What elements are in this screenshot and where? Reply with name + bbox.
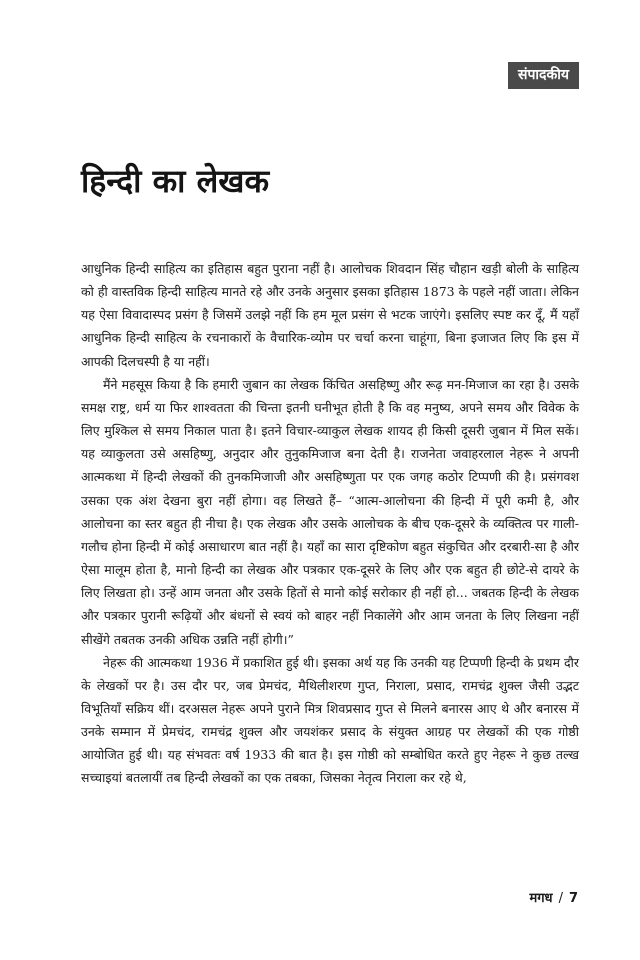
section-label: संपादकीय <box>508 62 579 89</box>
article-body <box>81 257 579 790</box>
magazine-name: मगध <box>529 891 553 906</box>
article-title: हिन्दी का लेखक <box>81 162 270 200</box>
paragraph-1: आधुनिक हिन्दी साहित्य का इतिहास बहुत पुराना नहीं है। आलोचक शिवदान सिंह चौहान खड़ी बोली के साहित्य को ही वास्तविक हिन्दी साहित्य मानते रहे और उनके अनुसार इसका इतिहास 1873 के पहले नहीं जाता। लेकिन यह ऐसा विवादास्पद प्रसंग है जिसमें उलझे नहीं कि हम मूल प्रसंग से भटक जाएंगे। इसलिए स्पष्ट कर दूँ, मैं यहाँ आधुनिक हिन्दी साहित्य के रचनाकारों के वैचारिक-व्योम पर चर्चा करना चाहूंगा, बिना इजाजत लिए कि इस में आपकी दिलचस्पी है या नहीं। <box>81 261 579 369</box>
paragraph-3: नेहरू की आत्मकथा 1936 में प्रकाशित हुई थी। इसका अर्थ यह कि उनकी यह टिप्पणी हिन्दी के प्रथम दौर के लेखकों पर है। उस दौर पर, जब प्रेमचंद, मैथिलीशरण गुप्त, निराला, प्रसाद, रामचंद्र शुक्ल जैसी उद्भट विभूतियाँ सक्रिय थीं। दरअसल नेहरू अपने पुराने मित्र शिवप्रसाद गुप्त से मिलने बनारस आए थे और बनारस में उनके सम्मान में प्रेमचंद, रामचंद्र शुक्ल और जयशंकर प्रसाद के संयुक्त आग्रह पर लेखकों की एक गोष्ठी आयोजित हुई थी। यह संभवतः वर्ष 1933 की बात है। इस गोष्ठी को सम्बोधित करते हुए नेहरू ने कुछ तल्ख सच्चाइयां बतलायीं तब हिन्दी लेखकों का एक तबका, जिसका नेतृत्व निराला कर रहे थे, <box>81 654 579 786</box>
paragraph-2: मैंने महसूस किया है कि हमारी जुबान का लेखक किंचित असहिष्णु और रूढ़ मन-मिजाज का रहा है। उसके समक्ष राष्ट्र, धर्म या फिर शाश्वतता की चिन्ता इतनी घनीभूत होती है कि वह मनुष्य, अपने समय और विवेक के लिए मुश्किल से समय निकाल पाता है। इतने विचार-व्याकुल लेखक शायद ही किसी दूसरी जुबान में मिल सकें। यह व्याकुलता उसे असहिष्णु, अनुदार और तुनुकमिजाज बना देती है। राजनेता जवाहरलाल नेहरू ने अपनी आत्मकथा में हिन्दी लेखकों की तुनकमिजाजी और असहिष्णुता पर एक जगह कठोर टिप्पणी की है। प्रसंगवश उसका एक अंश देखना बुरा नहीं होगा। वह लिखते हैं– “आत्म-आलोचना की हिन्दी में पूरी कमी है, और आलोचना का स्तर बहुत ही नीचा है। एक लेखक और उसके आलोचक के बीच एक-दूसरे के व्यक्तित्व पर गाली-गलौच होना हिन्दी में कोई असाधारण बात नहीं है। यहाँ का सारा दृष्टिकोण बहुत संकुचित और दरबारी-सा है और ऐसा मालूम होता है, मानो हिन्दी का लेखक और पत्रकार एक-दूसरे के लिए और एक बहुत ही छोटे-से दायरे के लिए लिखता हो। उन्हें आम जनता और उसके हितों से मानो कोई सरोकार ही नहीं हो... जबतक हिन्दी के लेखक और पत्रकार पुरानी रूढ़ियों और बंधनों से स्वयं को बाहर नहीं निकालेंगे और आम जनता के लिए लिखना नहीं सीखेंगे तबतक उनकी अधिक उन्नति नहीं होगी।” <box>81 376 579 647</box>
page-footer <box>529 888 578 906</box>
footer-separator: / <box>558 891 563 906</box>
page-number: 7 <box>568 891 578 906</box>
